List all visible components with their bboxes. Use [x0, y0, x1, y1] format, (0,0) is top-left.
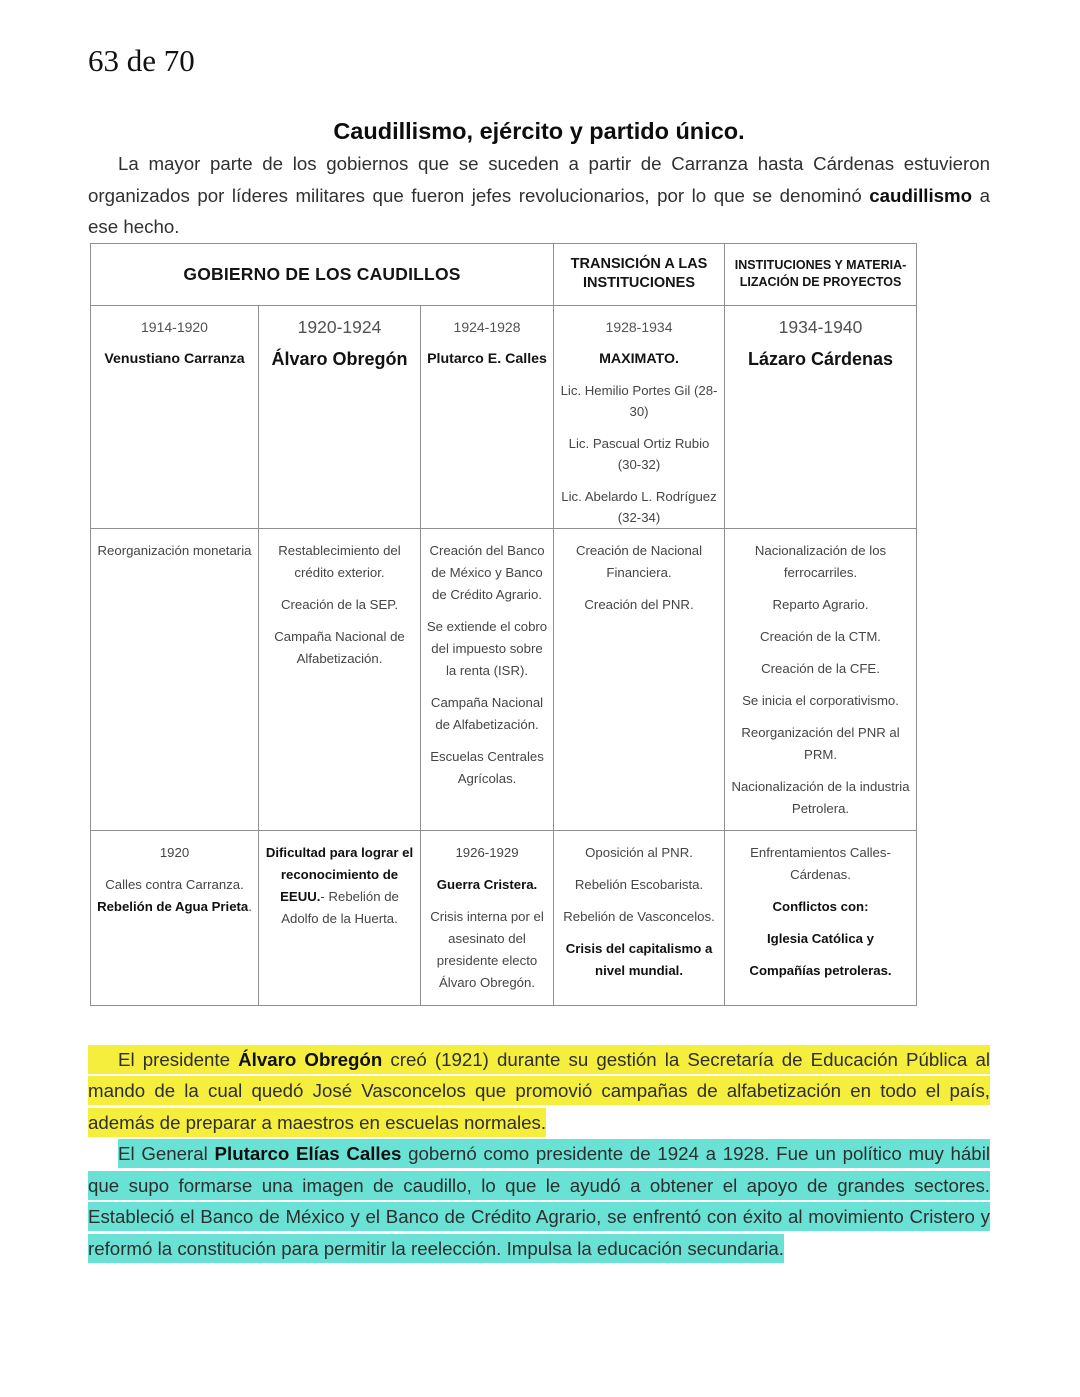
- highlight-paragraphs: [88, 1044, 990, 1265]
- bold-text: Álvaro Obregón: [238, 1048, 383, 1070]
- period-name: Álvaro Obregón: [271, 348, 408, 369]
- table-cell: [554, 830, 725, 1005]
- cell-paragraph: [426, 692, 548, 736]
- text-run: La mayor parte de los gobiernos que se suceden a partir de Carranza hasta Cárdenas estuvieron organizados por líderes militares que fueron jefes revolucionarios, por lo que se denominó: [88, 153, 990, 206]
- page-title: Caudillismo, ejército y partido único.: [333, 118, 745, 144]
- table-cell: [554, 528, 725, 830]
- highlighted-paragraph-cyan: [88, 1138, 990, 1264]
- text-run: Creación del Banco de México y Banco de Crédito Agrario.: [429, 542, 545, 602]
- period-row: [91, 305, 917, 528]
- text-run: 1926-1929: [455, 844, 519, 860]
- text-run: Rebelión Escobarista.: [574, 876, 704, 892]
- table-cell: [259, 528, 421, 830]
- bold-text: Compañías petroleras.: [749, 962, 892, 978]
- cell-paragraph: [559, 906, 719, 928]
- bold-text: Crisis del capitalismo a nivel mundial.: [565, 940, 713, 978]
- cell-paragraph: [559, 594, 719, 616]
- text-run: Creación del PNR.: [584, 596, 694, 612]
- header-line: GOBIERNO DE LOS CAUDILLOS: [183, 263, 461, 284]
- bold-text: Dificultad para lograr el reconocimiento de EEUU.: [265, 844, 414, 904]
- text-run: Campaña Nacional de Alfabetización.: [274, 628, 405, 666]
- conflicts-row: [91, 830, 917, 1005]
- text-run: Se inicia el corporativismo.: [742, 692, 899, 708]
- text-run: Nacionalización de la industria Petrolera.: [731, 778, 910, 816]
- text-run: Calles contra Carranza.: [105, 876, 244, 892]
- header-cell-1: [554, 243, 725, 305]
- text-run: Reorganización monetaria: [97, 542, 252, 558]
- period-cell: [421, 305, 554, 528]
- text-run: Oposición al PNR.: [585, 844, 693, 860]
- text-run: Creación de Nacional Financiera.: [575, 542, 703, 580]
- cell-paragraph: [264, 626, 415, 670]
- achievements-row: [91, 528, 917, 830]
- period-date: 1920-1924: [297, 316, 382, 337]
- cell-paragraph: [264, 540, 415, 584]
- bold-text: Iglesia Católica y: [767, 930, 875, 946]
- cell-paragraph: [96, 874, 253, 918]
- bold-text: Rebelión de Agua Prieta: [97, 898, 249, 914]
- text-run: Creación de la CTM.: [760, 628, 881, 644]
- indent-spacer: [88, 1159, 118, 1160]
- highlight-mark: [88, 1045, 990, 1137]
- period-name: Lázaro Cárdenas: [747, 348, 894, 369]
- header-line: TRANSICIÓN A LAS: [570, 256, 708, 272]
- period-name: MAXIMATO.: [599, 350, 679, 367]
- period-cell: [725, 305, 917, 528]
- table-cell: [91, 528, 259, 830]
- table-cell: [725, 830, 917, 1005]
- cell-paragraph: [559, 938, 719, 982]
- cell-paragraph: [426, 746, 548, 790]
- text-run: gobernó como presidente de 1924 a 1928. Fue un político muy hábil que supo formarse una imagen de caudillo, lo que le ayudó a obtener el apoyo de grandes sectores. Estableció el Banco de México y el Banco de Crédito Agrario, se enfrentó con éxito al movimiento Cristero y reformó la constitución para permitir la reelección. Impulsa la educación secundaria.: [88, 1143, 990, 1259]
- cell-paragraph: [96, 540, 253, 562]
- header-line: LIZACIÓN DE PROYECTOS: [739, 275, 902, 289]
- table-cell: [259, 830, 421, 1005]
- cell-paragraph: [426, 540, 548, 606]
- intro-paragraph: [88, 148, 990, 243]
- header-cell-0: [91, 243, 554, 305]
- text-run: Rebelión de Vasconcelos.: [563, 908, 715, 924]
- text-run: - Rebelión de Adolfo de la Huerta.: [281, 888, 399, 926]
- text-run: Creación de la CFE.: [761, 660, 880, 676]
- text-run: Escuelas Centrales Agrícolas.: [430, 748, 544, 786]
- cell-paragraph: [264, 842, 415, 930]
- header-cell-2: [725, 243, 917, 305]
- president-entry: Lic. Hemilio Portes Gil (28-30): [560, 382, 718, 419]
- cell-paragraph: [559, 842, 719, 864]
- bold-text: Plutarco Elías Calles: [214, 1143, 402, 1164]
- bold-text: caudillismo: [869, 184, 973, 206]
- cell-paragraph: [730, 658, 911, 680]
- table-cell: [725, 528, 917, 830]
- text-run: .: [248, 898, 252, 914]
- table-header-row: [91, 243, 917, 305]
- table-cell: [421, 830, 554, 1005]
- cell-paragraph: [730, 690, 911, 712]
- period-cell: [91, 305, 259, 528]
- period-date: 1914-1920: [141, 318, 208, 335]
- cell-paragraph: [730, 722, 911, 766]
- president-entry: Lic. Abelardo L. Rodríguez (32-34): [561, 488, 717, 525]
- period-name: Venustiano Carranza: [104, 350, 245, 367]
- text-run: Se extiende el cobro del impuesto sobre la renta (ISR).: [426, 618, 548, 678]
- text-run: Enfrentamientos Calles-Cárdenas.: [750, 844, 891, 882]
- text-run: Creación de la SEP.: [280, 596, 399, 612]
- table-cell: [421, 528, 554, 830]
- cell-paragraph: [96, 842, 253, 864]
- cell-paragraph: [264, 594, 415, 616]
- text-run: Restablecimiento del crédito exterior.: [278, 542, 401, 580]
- cell-paragraph: [730, 776, 911, 820]
- text-run: Crisis interna por el asesinato del presidente electo Álvaro Obregón.: [430, 908, 544, 990]
- period-cell: [554, 305, 725, 528]
- indent-spacer: [88, 1065, 118, 1066]
- cell-paragraph: [426, 842, 548, 864]
- cell-paragraph: [426, 874, 548, 896]
- bold-text: Conflictos con:: [772, 898, 869, 914]
- cell-paragraph: [730, 960, 911, 982]
- period-name: Plutarco E. Calles: [427, 350, 547, 367]
- text-run: El General: [118, 1143, 215, 1164]
- bold-text: Guerra Cristera.: [436, 876, 538, 892]
- president-entry: Lic. Pascual Ortiz Rubio (30-32): [568, 435, 710, 472]
- cell-paragraph: [559, 540, 719, 584]
- header-line: INSTITUCIONES Y MATERIA-: [734, 258, 907, 272]
- cell-paragraph: [730, 842, 911, 886]
- text-run: Reparto Agrario.: [772, 596, 869, 612]
- cell-paragraph: [730, 540, 911, 584]
- cell-paragraph: [730, 928, 911, 950]
- page-number: 63 de 70: [88, 43, 195, 78]
- cell-paragraph: [426, 906, 548, 994]
- cell-paragraph: [730, 594, 911, 616]
- cell-paragraph: [559, 874, 719, 896]
- period-date: 1934-1940: [778, 316, 863, 337]
- highlighted-paragraph-yellow: [88, 1044, 990, 1139]
- caudillos-table: [90, 243, 917, 1006]
- text-run: a ese hecho.: [88, 184, 990, 237]
- cell-paragraph: [426, 616, 548, 682]
- text-run: Reorganización del PNR al PRM.: [741, 724, 900, 762]
- text-run: 1920: [159, 844, 190, 860]
- text-run: El presidente: [118, 1048, 239, 1070]
- text-run: creó (1921) durante su gestión la Secretaría de Educación Pública al mando de la cual quedó José Vasconcelos que promovió campañas de alfabetización en todo el país, además de preparar a maestros en escuelas normales.: [88, 1048, 990, 1133]
- highlight-mark: [88, 1139, 990, 1263]
- period-date: 1928-1934: [605, 318, 673, 335]
- table-cell: [91, 830, 259, 1005]
- cell-paragraph: [730, 896, 911, 918]
- cell-paragraph: [730, 626, 911, 648]
- text-run: Nacionalización de los ferrocarriles.: [754, 542, 887, 580]
- period-cell: [259, 305, 421, 528]
- period-date: 1924-1928: [453, 318, 521, 335]
- text-run: Campaña Nacional de Alfabetización.: [430, 694, 544, 732]
- header-line: INSTITUCIONES: [583, 275, 695, 291]
